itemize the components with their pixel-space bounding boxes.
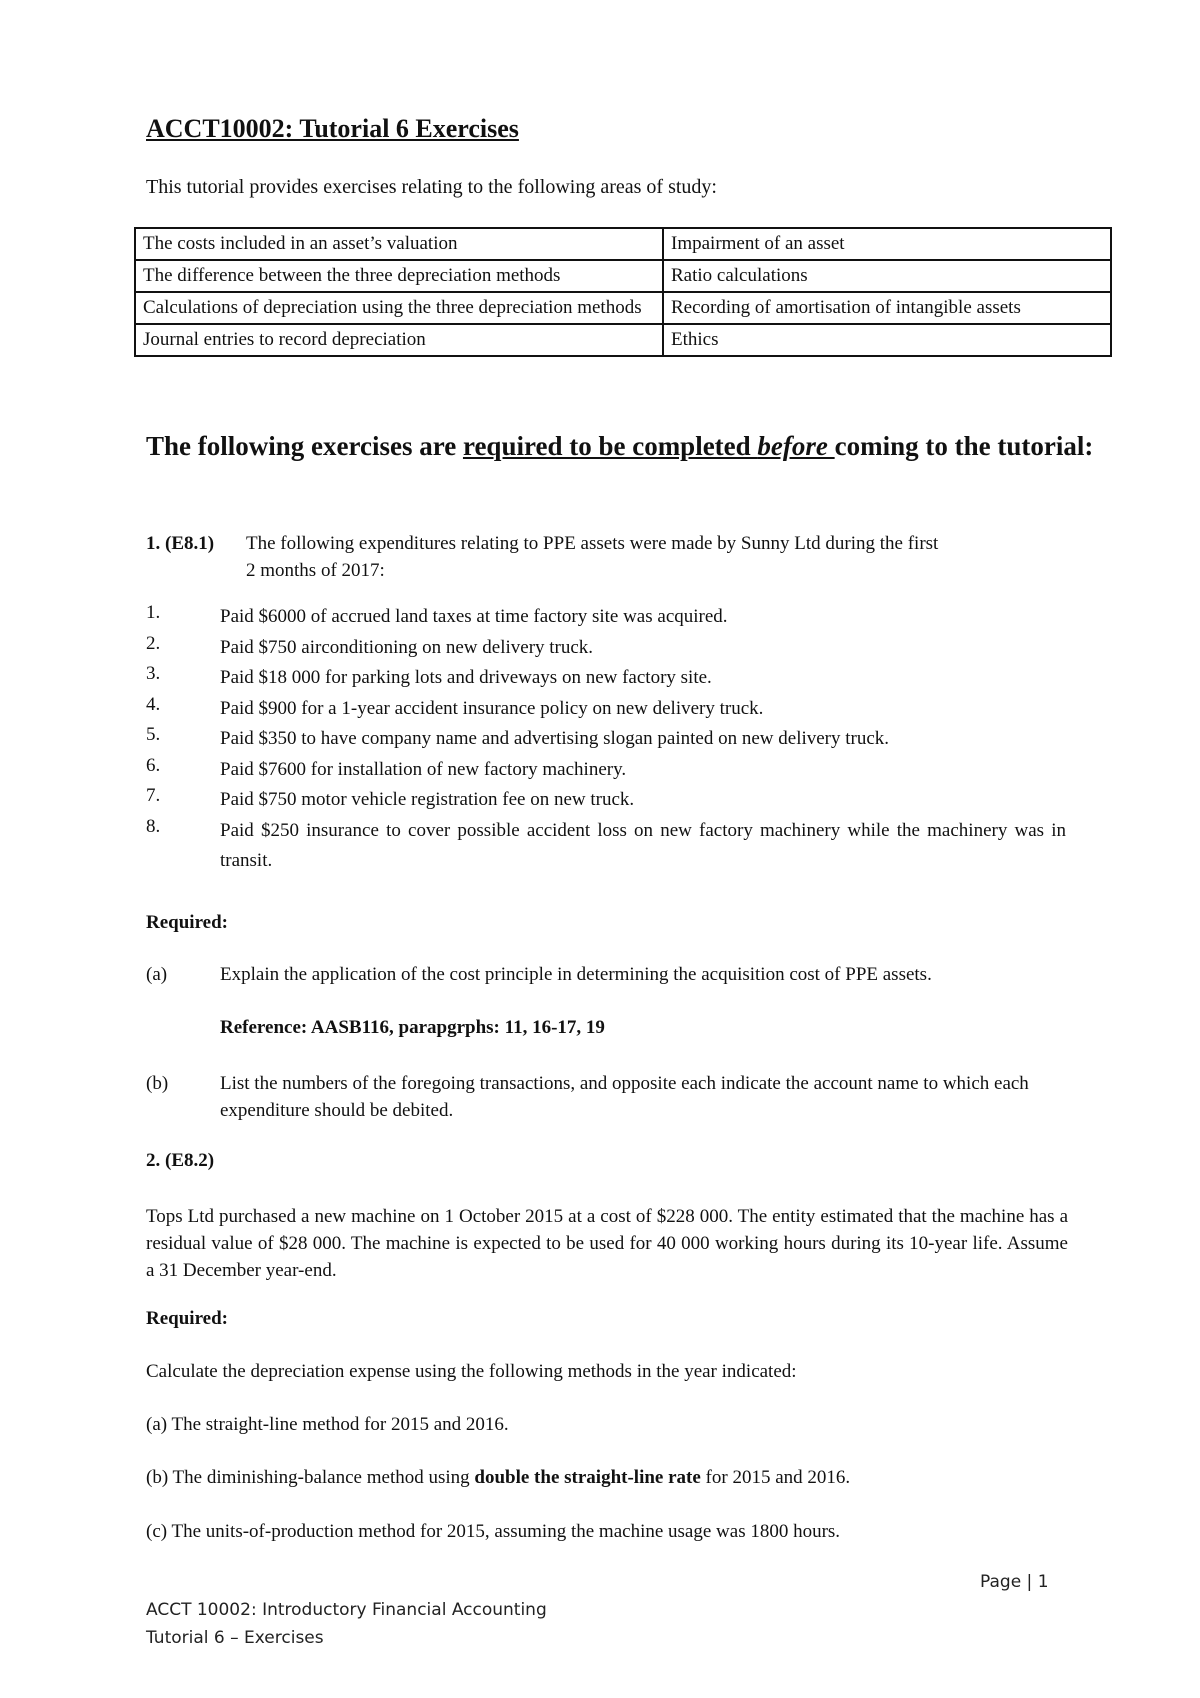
heading-italic-text: before <box>757 431 835 461</box>
table-row <box>135 292 1111 324</box>
item-text: Paid $6000 of accrued land taxes at time factory site was acquired. <box>220 606 728 627</box>
footer-tutorial: Tutorial 6 – Exercises <box>146 1628 324 1648</box>
question-b-label: (b) <box>146 1073 169 1094</box>
table-cell: The difference between the three depreciation methods <box>135 260 663 292</box>
page-number: Page | 1 <box>980 1572 1049 1592</box>
table-cell: Ethics <box>663 324 1111 356</box>
heading-text: The following exercises are <box>146 431 463 461</box>
reference-text: Reference: AASB116, parapgrphs: 11, 16-17, 19 <box>220 1017 605 1038</box>
list-item <box>146 755 1066 786</box>
item-text: Paid $250 insurance to cover possible accident loss on new factory machinery while the machinery was in transit. <box>220 819 1066 871</box>
expenditure-list <box>146 602 1066 878</box>
exercise-1-label: 1. (E8.1) <box>146 533 215 554</box>
section-heading <box>146 418 1106 474</box>
item-number: 6. <box>146 754 161 776</box>
item-text: Paid $900 for a 1-year accident insurance policy on new delivery truck. <box>220 697 764 719</box>
question-2b-text: (b) The diminishing-balance method using <box>146 1467 475 1488</box>
item-number: 3. <box>146 663 161 684</box>
table-row <box>135 324 1111 356</box>
table-cell: Calculations of depreciation using the three depreciation methods <box>135 292 663 324</box>
heading-underlined-text: required to be completed <box>462 431 758 461</box>
heading-text-end: coming to the tutorial: <box>834 431 1094 461</box>
list-item <box>146 633 1066 664</box>
question-2b <box>146 1467 850 1489</box>
item-text: Paid $750 airconditioning on new delivery truck. <box>220 636 594 658</box>
table-cell: The costs included in an asset’s valuation <box>135 228 663 260</box>
table-cell: Recording of amortisation of intangible assets <box>663 292 1111 324</box>
topics-table <box>134 227 1112 357</box>
list-item <box>146 663 1066 694</box>
table-cell: Impairment of an asset <box>663 228 1111 260</box>
table-row <box>135 260 1111 292</box>
item-number: 4. <box>146 693 161 715</box>
table-cell: Ratio calculations <box>663 260 1111 292</box>
calc-instruction: Calculate the depreciation expense using the following methods in the year indicated: <box>146 1361 797 1382</box>
heading-underlined <box>463 431 835 461</box>
list-item <box>146 724 1066 755</box>
item-number: 8. <box>146 815 161 837</box>
question-b-text: List the numbers of the foregoing transactions, and opposite each indicate the account name to which each expenditure should be debited. <box>220 1073 1029 1121</box>
list-item <box>146 785 1066 816</box>
intro-text: This tutorial provides exercises relating to the following areas of study: <box>146 176 717 198</box>
question-2a: (a) The straight-line method for 2015 and 2016. <box>146 1414 509 1435</box>
question-b <box>146 1070 1066 1124</box>
question-2b-bold: double the straight-line rate <box>474 1467 701 1488</box>
question-2c: (c) The units-of-production method for 2015, assuming the machine usage was 1800 hours. <box>146 1521 841 1542</box>
item-text: Paid $750 motor vehicle registration fee on new truck. <box>220 789 635 810</box>
item-number: 5. <box>146 724 161 745</box>
table-row <box>135 228 1111 260</box>
question-a <box>146 964 1066 986</box>
required-label-2: Required: <box>146 1308 228 1329</box>
table-cell: Journal entries to record depreciation <box>135 324 663 356</box>
exercise-1-header <box>146 530 1086 584</box>
item-number: 2. <box>146 632 161 654</box>
item-number: 1. <box>146 602 161 623</box>
exercise-1-intro-line1: The following expenditures relating to PPE assets were made by Sunny Ltd during the first <box>246 533 939 554</box>
document-title: ACCT10002: Tutorial 6 Exercises <box>146 114 519 143</box>
item-number: 7. <box>146 785 161 806</box>
required-label: Required: <box>146 912 228 933</box>
item-text: Paid $7600 for installation of new factory machinery. <box>220 758 627 780</box>
exercise-1-intro-line2: 2 months of 2017: <box>246 560 385 581</box>
exercise-2-paragraph: Tops Ltd purchased a new machine on 1 October 2015 at a cost of $228 000. The entity estimated that the machine has a residual value of $28 000. The machine is expected to be used for 40 000 working hours during its 10-year life. Assume a 31 December year-end. <box>146 1206 1068 1281</box>
list-item <box>146 816 1066 878</box>
question-a-text: Explain the application of the cost principle in determining the acquisition cost of PPE assets. <box>220 964 932 985</box>
question-a-label: (a) <box>146 964 168 985</box>
question-2b-text-end: for 2015 and 2016. <box>700 1467 851 1488</box>
item-text: Paid $350 to have company name and advertising slogan painted on new delivery truck. <box>220 728 890 749</box>
list-item <box>146 694 1066 725</box>
footer-course: ACCT 10002: Introductory Financial Accounting <box>146 1600 547 1620</box>
list-item <box>146 602 1066 633</box>
item-text: Paid $18 000 for parking lots and driveways on new factory site. <box>220 667 712 688</box>
exercise-2-label: 2. (E8.2) <box>146 1150 215 1171</box>
